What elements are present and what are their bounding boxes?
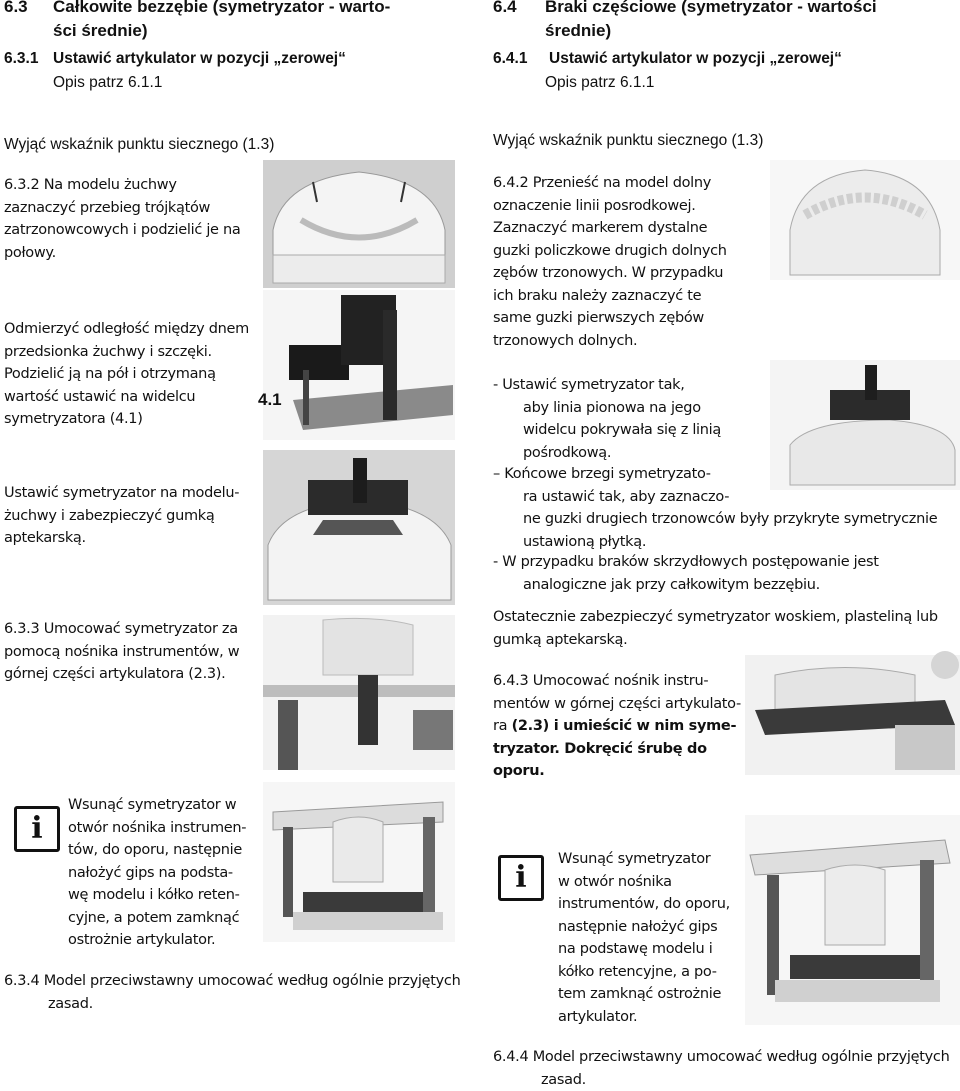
- info-icon: [14, 806, 60, 852]
- bullet-line: pośrodkową.: [493, 442, 733, 465]
- bullet-missing-teeth: [493, 551, 953, 596]
- step-6-4-3-bold: (2.3) i umieścić w nim syme-: [512, 718, 737, 734]
- step-6-3-4-line2: zasad.: [4, 993, 474, 1016]
- photo-symmetrizer-on-model-drawing: [263, 450, 455, 605]
- info-note: [558, 848, 738, 1028]
- measure-line: wartość ustawić na widelcu: [4, 386, 254, 409]
- photo-lower-model: [263, 160, 455, 288]
- see-reference: Opis patrz 6.1.1: [53, 72, 162, 94]
- info-note-line: na podstawę modelu i: [558, 938, 738, 961]
- final-secure-paragraph: [493, 606, 953, 651]
- step-6-3-4-line1: 6.3.4 Model przeciwstawny umocować według ogólnie przyjętych: [4, 970, 474, 993]
- section-title-6-3-line1: Całkowite bezzębie (symetryzator - warto-: [53, 0, 390, 18]
- bullet-line: ne guzki drugiech trzonowców były przykryte symetrycznie: [493, 508, 953, 531]
- section-number-6-3: 6.3: [4, 0, 28, 18]
- info-note-line: instrumentów, do oporu,: [558, 893, 738, 916]
- step-6-4-3-line: tryzator. Dokręcić śrubę do: [493, 738, 743, 761]
- photo-symmetrizer-teeth-drawing: [770, 360, 960, 490]
- photo-lower-teeth-model-drawing: [770, 160, 960, 280]
- info-note: [68, 794, 268, 952]
- step-6-4-4: [493, 1046, 958, 1091]
- step-6-3-2-line: połowy.: [4, 242, 254, 265]
- bullet-line: - Ustawić symetryzator tak,: [493, 374, 733, 397]
- step-6-3-2: [4, 174, 254, 264]
- photo-symmetrizer-on-model: [263, 450, 455, 605]
- info-note-line: Wsunąć symetryzator w: [68, 794, 268, 817]
- section-title-6-3-line2: ści średnie): [53, 20, 148, 42]
- remove-pointer-instruction: Wyjąć wskaźnik punktu siecznego (1.3): [4, 134, 274, 156]
- photo-articulator-carrier-drawing: [263, 615, 455, 770]
- photo-lower-teeth-model: [770, 160, 960, 280]
- measure-line: symetryzatora (4.1): [4, 408, 254, 431]
- photo-closed-articulator-right-drawing: [745, 815, 960, 1025]
- step-6-4-4-line2: zasad.: [493, 1069, 958, 1091]
- bullet-line: - W przypadku braków skrzydłowych postępowanie jest: [493, 551, 953, 574]
- info-icon-glyph: i: [515, 863, 526, 893]
- info-note-line: tem zamknąć ostrożnie: [558, 983, 738, 1006]
- photo-closed-articulator-drawing: [263, 782, 455, 942]
- subsection-title-6-3-1: Ustawić artykulator w pozycji „zerowej“: [53, 48, 346, 70]
- step-6-4-2-line: ich braku należy zaznaczyć te: [493, 285, 773, 308]
- step-6-3-3-line: 6.3.3 Umocować symetryzator za: [4, 618, 254, 641]
- step-6-3-4: [4, 970, 474, 1015]
- measure-line: Podzielić ją na pół i otrzymaną: [4, 363, 254, 386]
- info-note-line: w otwór nośnika: [558, 871, 738, 894]
- measure-line: Odmierzyć odległość między dnem: [4, 318, 254, 341]
- step-6-4-2-line: oznaczenie linii posrodkowej.: [493, 195, 773, 218]
- photo-lower-model-drawing: [263, 160, 455, 288]
- subsection-title-6-4-1: Ustawić artykulator w pozycji „zerowej“: [549, 48, 842, 70]
- photo-model-on-carrier-drawing: [745, 655, 960, 775]
- photo-closed-articulator-right: [745, 815, 960, 1025]
- set-line: aptekarską.: [4, 527, 254, 550]
- info-note-line: następnie nałożyć gips: [558, 916, 738, 939]
- info-icon: [498, 855, 544, 901]
- step-6-4-2-line: 6.4.2 Przenieść na model dolny: [493, 172, 773, 195]
- subsection-number-6-3-1: 6.3.1: [4, 48, 38, 70]
- photo-closed-articulator: [263, 782, 455, 942]
- info-note-line: Wsunąć symetryzator: [558, 848, 738, 871]
- photo-model-on-carrier: [745, 655, 960, 775]
- step-6-3-2-line: zatrzonowcowych i podzielić je na: [4, 219, 254, 242]
- step-6-4-2-line: same guzki pierwszych zębów: [493, 307, 773, 330]
- photo-symmetrizer-fork-drawing: [263, 290, 455, 440]
- step-6-3-2-line: zaznaczyć przebieg trójkątów: [4, 197, 254, 220]
- info-note-line: kółko retencyjne, a po-: [558, 961, 738, 984]
- photo-symmetrizer-teeth: [770, 360, 960, 490]
- section-number-6-4: 6.4: [493, 0, 517, 18]
- step-6-4-3: [493, 670, 743, 783]
- remove-pointer-instruction: Wyjąć wskaźnik punktu siecznego (1.3): [493, 130, 763, 152]
- see-reference: Opis patrz 6.1.1: [545, 72, 654, 94]
- step-6-4-2: [493, 172, 773, 352]
- bullet-line: analogiczne jak przy całkowitym bezzębiu.: [493, 574, 953, 597]
- info-icon-glyph: i: [31, 814, 42, 844]
- set-line: żuchwy i zabezpieczyć gumką: [4, 505, 254, 528]
- final-line: Ostatecznie zabezpieczyć symetryzator woskiem, plasteliną lub: [493, 606, 953, 629]
- step-6-4-2-line: zębów trzonowych. W przypadku: [493, 262, 773, 285]
- step-6-4-3-line: 6.4.3 Umocować nośnik instru-: [493, 670, 743, 693]
- bullet-vertical-line: [493, 374, 733, 464]
- info-note-line: nałożyć gips na podsta-: [68, 862, 268, 885]
- final-line: gumką aptekarską.: [493, 629, 953, 652]
- photo-symmetrizer-fork: [263, 290, 455, 440]
- step-6-4-2-line: Zaznaczyć markerem dystalne: [493, 217, 773, 240]
- bullet-line: ra ustawić tak, aby zaznaczo-: [493, 486, 953, 509]
- figure-label-4-1: 4.1: [258, 390, 282, 410]
- bullet-line: ustawioną płytką.: [493, 531, 953, 554]
- info-note-line: cyjne, a potem zamknąć: [68, 907, 268, 930]
- step-6-4-3-line: [493, 715, 743, 738]
- section-title-6-4-line1: Braki częściowe (symetryzator - wartości: [545, 0, 877, 18]
- subsection-number-6-4-1: 6.4.1: [493, 48, 527, 70]
- step-6-4-2-line: trzonowych dolnych.: [493, 330, 773, 353]
- measure-paragraph: [4, 318, 254, 431]
- step-6-3-3-line: pomocą nośnika instrumentów, w: [4, 641, 254, 664]
- info-note-line: tów, do oporu, następnie: [68, 839, 268, 862]
- step-6-4-3-line: mentów w górnej części artykulato-: [493, 693, 743, 716]
- info-note-line: artykulator.: [558, 1006, 738, 1029]
- info-note-line: ostrożnie artykulator.: [68, 929, 268, 952]
- measure-line: przedsionka żuchwy i szczęki.: [4, 341, 254, 364]
- step-6-3-3: [4, 618, 254, 686]
- step-6-4-4-line1: 6.4.4 Model przeciwstawny umocować według ogólnie przyjętych: [493, 1046, 958, 1069]
- section-title-6-4-line2: średnie): [545, 20, 611, 42]
- bullet-line: aby linia pionowa na jego: [493, 397, 733, 420]
- info-note-line: wę modelu i kółko reten-: [68, 884, 268, 907]
- bullet-line: widelcu pokrywała się z linią: [493, 419, 733, 442]
- step-6-4-3-text: ra: [493, 718, 512, 734]
- info-note-line: otwór nośnika instrumen-: [68, 817, 268, 840]
- bullet-line: – Końcowe brzegi symetryzato-: [493, 463, 953, 486]
- set-line: Ustawić symetryzator na modelu-: [4, 482, 254, 505]
- photo-articulator-carrier: [263, 615, 455, 770]
- set-paragraph: [4, 482, 254, 550]
- step-6-3-3-line: górnej części artykulatora (2.3).: [4, 663, 254, 686]
- step-6-4-3-line: oporu.: [493, 760, 743, 783]
- step-6-3-2-line: 6.3.2 Na modelu żuchwy: [4, 174, 254, 197]
- step-6-4-2-line: guzki policzkowe drugich dolnych: [493, 240, 773, 263]
